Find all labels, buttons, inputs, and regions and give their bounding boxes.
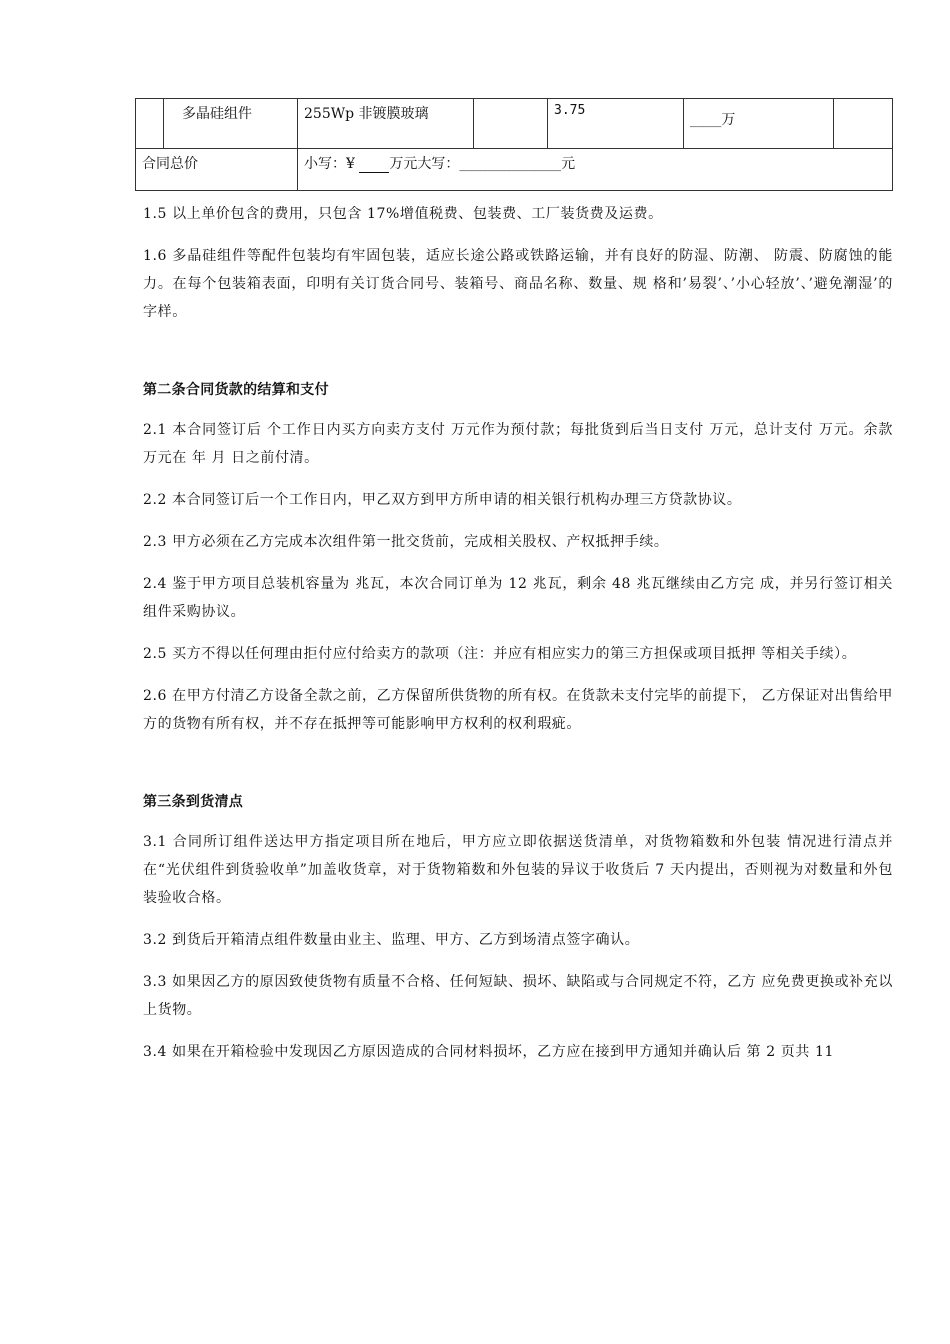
amount-unit: 万: [721, 112, 736, 128]
section-heading-3: 第三条到货清点: [143, 794, 244, 810]
product-name-cell: 多晶硅组件: [164, 99, 298, 149]
clause-2-1: 2.1 本合同签订后 个工作日内买方向卖方支付 万元作为预付款；每批货到后当日支付 万元，总计支付 万元。余款 万元在 年 月 日之前付清。: [143, 422, 893, 466]
table-cell: [136, 99, 164, 149]
total-value-cell: [298, 149, 893, 191]
clause-1-6: 1.6 多晶硅组件等配件包装均有牢固包装，适应长途公路或铁路运输，并有良好的防湿、防潮、 防震、防腐蚀的能力。在每个包装箱表面，印明有关订货合同号、装箱号、商品名称、数量、规 格和’易裂’、’小心轻放’、’避免潮湿’的字样。: [143, 248, 893, 320]
clause-2-3: 2.3 甲方必须在乙方完成本次组件第一批交货前，完成相关股权、产权抵押手续。: [143, 534, 669, 550]
clause-3-3: 3.3 如果因乙方的原因致使货物有质量不合格、任何短缺、损坏、缺陷或与合同规定不符，乙方 应免费更换或补充以上货物。: [143, 974, 893, 1018]
amount-blank: ____: [690, 113, 722, 128]
total-small-blank: [359, 156, 389, 173]
table-cell: [474, 99, 548, 149]
total-big-blank: _____________: [459, 157, 562, 172]
price-table: [135, 98, 893, 191]
clause-3-4: 3.4 如果在开箱检验中发现因乙方原因造成的合同材料损坏，乙方应在接到甲方通知并确认后 第 2 页共 11: [143, 1044, 835, 1060]
clause-2-2: 2.2 本合同签订后一个工作日内，甲乙双方到甲方所申请的相关银行机构办理三方贷款协议。: [143, 492, 742, 508]
table-row: [136, 149, 893, 191]
total-small-label: 小写：¥: [304, 156, 355, 172]
amount-cell: [684, 99, 834, 149]
clause-3-1: 3.1 合同所订组件送达甲方指定项目所在地后，甲方应立即依据送货清单，对货物箱数和外包装 情况进行清点并在“光伏组件到货验收单”加盖收货章，对于货物箱数和外包装的异议于收货后 7 天内提出，否则视为对数量和外包装验收合格。: [143, 834, 893, 906]
section-heading-2: 第二条合同货款的结算和支付: [143, 382, 329, 398]
total-small-unit: 万元大写：: [389, 156, 460, 172]
table-row: [136, 99, 893, 149]
table-cell: [834, 99, 893, 149]
total-big-unit: 元: [561, 156, 576, 172]
unit-price-cell: 3.75: [548, 99, 684, 149]
clause-2-4: 2.4 鉴于甲方项目总装机容量为 兆瓦，本次合同订单为 12 兆瓦，剩余 48 兆瓦继续由乙方完 成，并另行签订相关组件采购协议。: [143, 576, 893, 620]
clause-2-6: 2.6 在甲方付清乙方设备全款之前，乙方保留所供货物的所有权。在货款未支付完毕的前提下， 乙方保证对出售给甲方的货物有所有权，并不存在抵押等可能影响甲方权利的权利瑕疵。: [143, 688, 893, 732]
clause-2-5: 2.5 买方不得以任何理由拒付应付给卖方的款项（注：并应有相应实力的第三方担保或项目抵押 等相关手续）。: [143, 646, 857, 662]
clause-3-2: 3.2 到货后开箱清点组件数量由业主、监理、甲方、乙方到场清点签字确认。: [143, 932, 640, 948]
total-label-cell: 合同总价: [136, 149, 298, 191]
product-spec-cell: 255Wp 非镀膜玻璃: [298, 99, 474, 149]
clause-1-5: 1.5 以上单价包含的费用，只包含 17%增值税费、包装费、工厂装货费及运费。: [143, 206, 663, 222]
contract-body: [143, 200, 893, 1080]
